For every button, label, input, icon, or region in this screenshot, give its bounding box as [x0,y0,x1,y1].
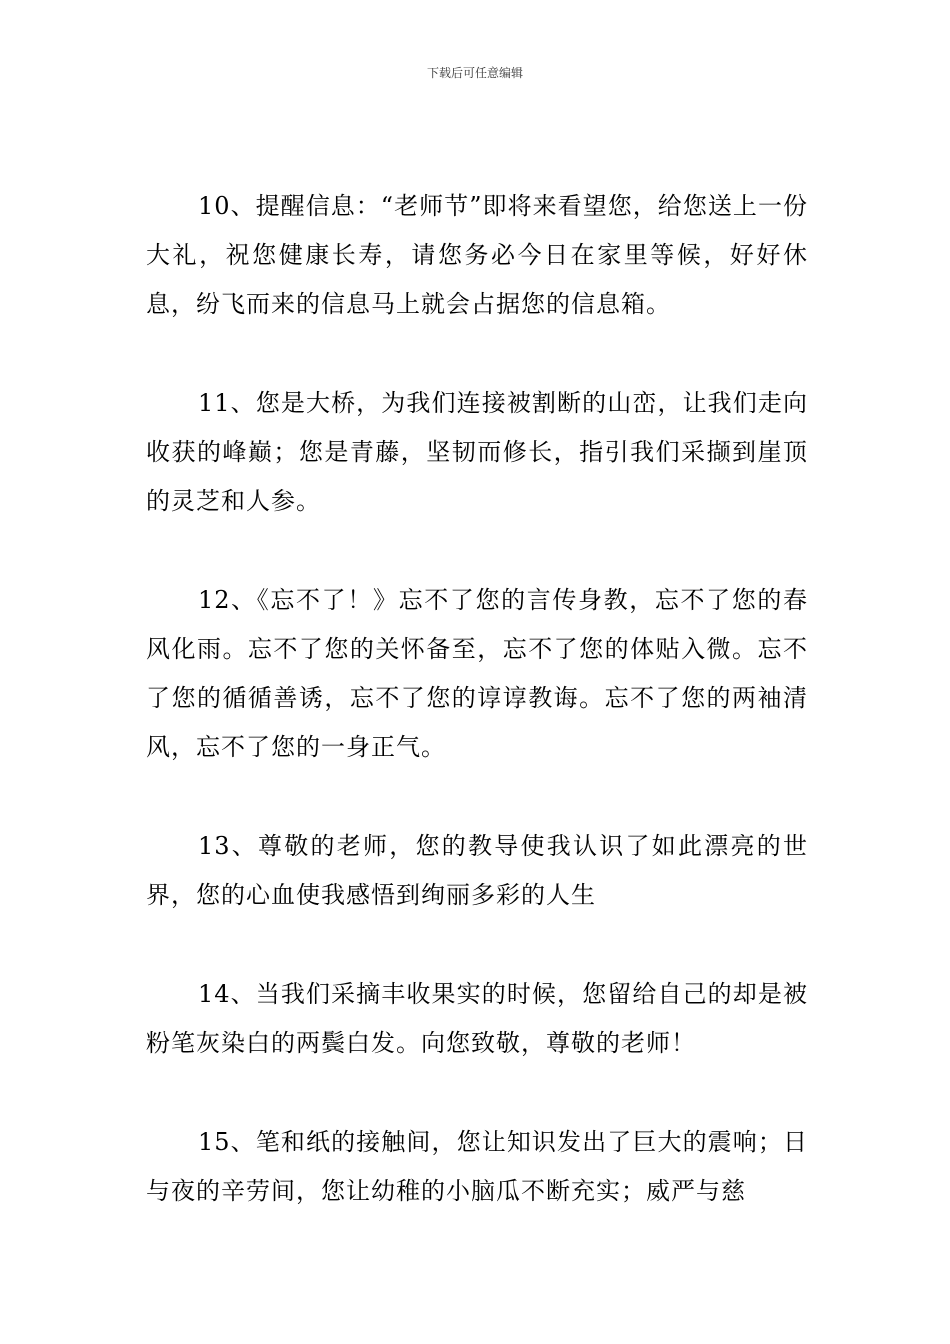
paragraph-14: 14、当我们采摘丰收果实的时候，您留给自己的却是被粉笔灰染白的两鬓白发。向您致敬，尊敬的老师！ [146,980,808,1057]
paragraph-10: 10、提醒信息：“老师节”即将来看望您，给您送上一份大礼，祝您健康长寿，请您务必今日在家里等候，好好休息，纷飞而来的信息马上就会占据您的信息箱。 [146,192,808,318]
paragraph-15: 15、笔和纸的接触间，您让知识发出了巨大的震响；日与夜的辛劳间，您让幼稚的小脑瓜不断充实；威严与慈 [146,1128,808,1205]
paragraph-13: 13、尊敬的老师，您的教导使我认识了如此漂亮的世界，您的心血使我感悟到绚丽多彩的人生 [146,832,808,909]
page-header: 下载后可任意编辑 [426,66,523,80]
paragraph-11: 11、您是大桥，为我们连接被割断的山峦，让我们走向收获的峰巅；您是青藤，坚韧而修长，指引我们采撷到崖顶的灵芝和人参。 [146,389,808,515]
paragraph-12: 12、《忘不了！》忘不了您的言传身教，忘不了您的春风化雨。忘不了您的关怀备至，忘不了您的体贴入微。忘不了您的循循善诱，忘不了您的谆谆教诲。忘不了您的两袖清风，忘不了您的一身正气。 [146,586,808,761]
document-body [146,182,808,1266]
